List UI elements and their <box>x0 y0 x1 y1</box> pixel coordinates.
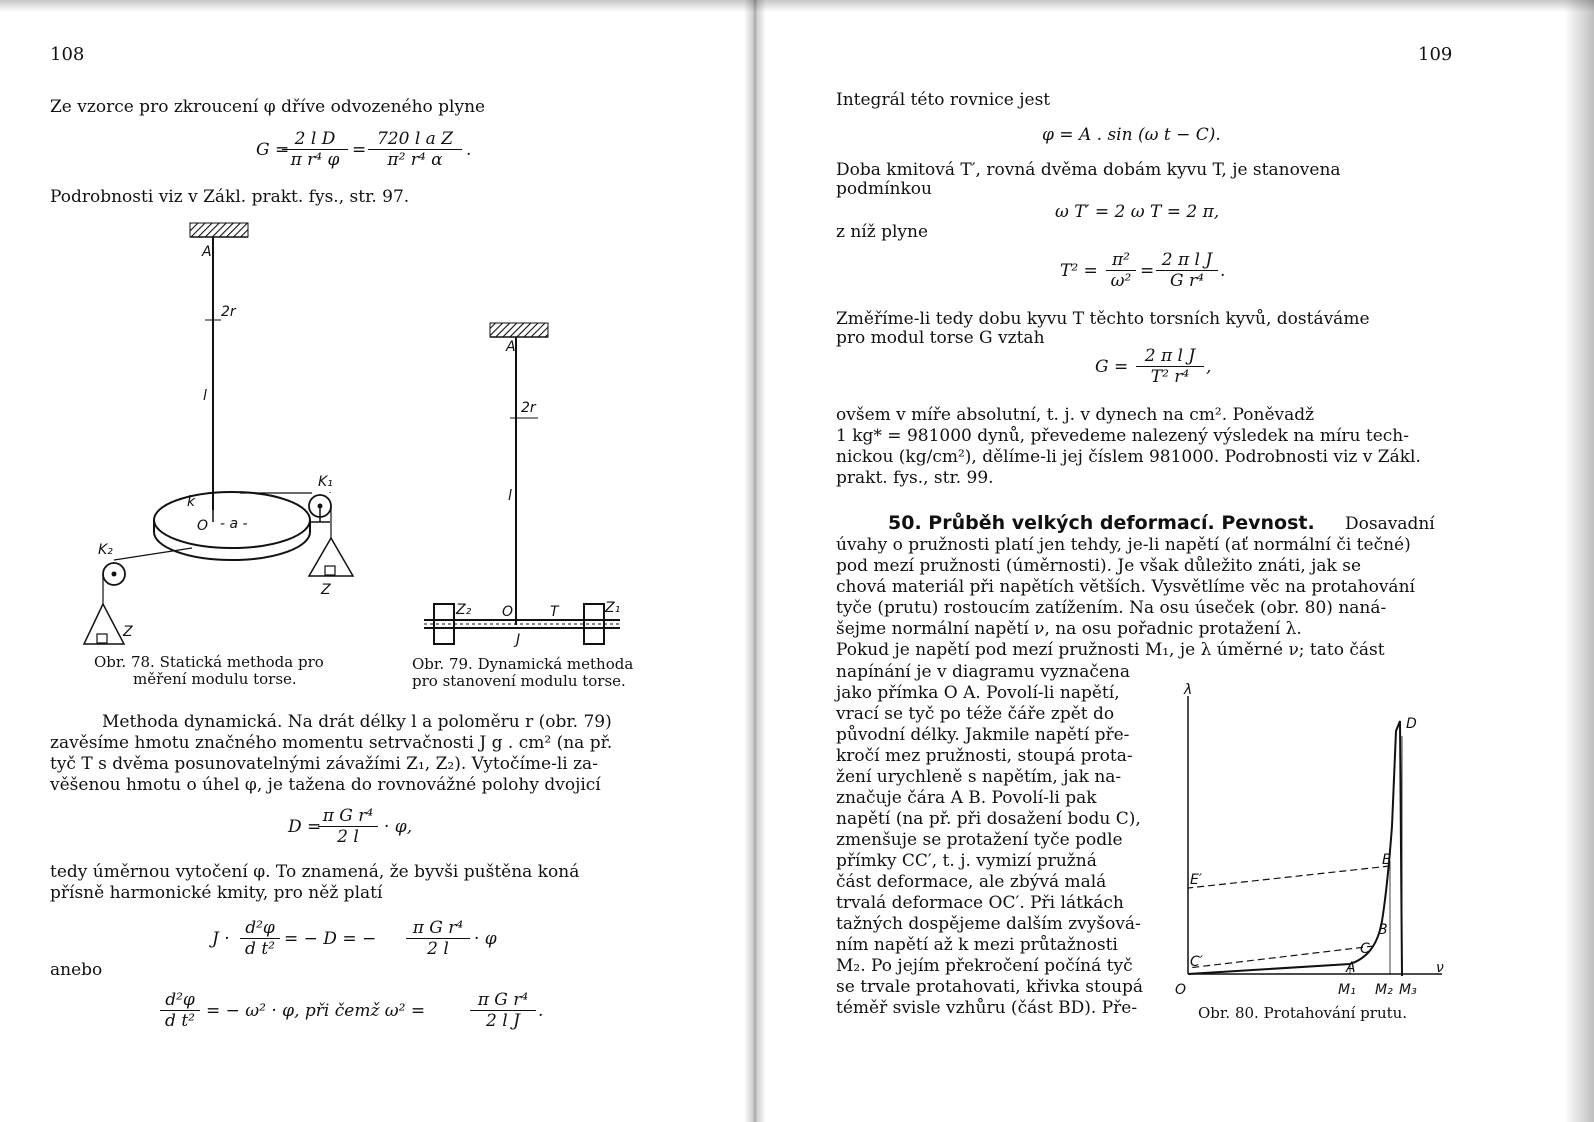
fraction <box>406 918 470 959</box>
eq-mid: = − D = − <box>284 929 377 949</box>
label-K2: K₂ <box>98 542 113 558</box>
paragraph-line: tedy úměrnou vytočení φ. To znamená, že byvši puštěna koná <box>50 862 580 882</box>
intro-line: Ze vzorce pro zkroucení φ dříve odvozeného plyne <box>50 97 486 117</box>
label-E: E <box>1382 852 1391 868</box>
label-B: B <box>1378 922 1388 938</box>
label-A: A <box>202 244 212 260</box>
eq-end: , <box>1206 357 1212 377</box>
label-M3: M₃ <box>1399 982 1417 998</box>
fraction <box>1156 250 1218 291</box>
label-M2: M₂ <box>1375 982 1393 998</box>
label-a: - a - <box>220 516 248 532</box>
paragraph-line: pro modul torse G vztah <box>836 328 1045 348</box>
fraction <box>282 129 348 170</box>
paragraph-line: šejme normální napětí ν, na osu pořadnic protažení λ. <box>836 619 1302 639</box>
paragraph-line: trvalá deformace OC′. Při látkách <box>836 893 1124 913</box>
page-number: 108 <box>50 44 85 65</box>
axis-label-nu: ν <box>1436 960 1444 976</box>
label-2r: 2r <box>221 304 236 320</box>
paragraph-line: 1 kg* = 981000 dynů, převedeme nalezený výsledek na míru tech- <box>836 426 1409 446</box>
paragraph-line: věšenou hmotu o úhel φ, je tažena do rovnovážné polohy dvojicí <box>50 775 601 795</box>
eq-end: . <box>1220 261 1226 281</box>
fraction <box>318 806 378 847</box>
eq-lhs: D = <box>288 817 322 837</box>
paragraph-line: ním napětí až k mezi průtažnosti <box>836 935 1118 955</box>
denominator: 2 l J <box>486 1011 520 1031</box>
label-M1: M₁ <box>1338 982 1356 998</box>
paragraph-line: tyče (prutu) rostoucím zatížením. Na osu úseček (obr. 80) naná- <box>836 598 1387 618</box>
fraction <box>240 918 280 959</box>
figure-78-caption: Obr. 78. Statická methoda pro <box>94 653 324 671</box>
label-Z2: Z₂ <box>456 602 472 618</box>
numerator: 720 l a Z <box>368 129 462 150</box>
paragraph-line: chová materiál při napětích větších. Vysvětlíme věc na protahování <box>836 577 1415 597</box>
paragraph-line: prakt. fys., str. 99. <box>836 468 994 488</box>
paragraph-line: Pokud je napětí pod mezí pružnosti M₁, je λ úměrné ν; tato část <box>836 640 1385 660</box>
eq-lhs: G = <box>256 140 290 160</box>
denominator: 2 l <box>427 939 449 959</box>
paragraph-line: přísně harmonické kmity, pro něž platí <box>50 883 383 903</box>
page-gutter <box>744 0 766 1122</box>
numerator: π G r⁴ <box>470 990 536 1011</box>
label-O: O <box>502 604 514 620</box>
label-A: A <box>1346 960 1356 976</box>
eq-lhs: G = <box>1095 357 1129 377</box>
anebo-word: anebo <box>50 960 103 980</box>
eq-end: . <box>538 1001 544 1021</box>
paragraph-line: tyč T s dvěma posunovatelnými závažími Z₁, Z₂). Vytočíme-li za- <box>50 754 598 774</box>
figure-80-caption: Obr. 80. Protahování prutu. <box>1198 1004 1408 1022</box>
paragraph-line: Integrál této rovnice jest <box>836 90 1051 110</box>
equation-phi: φ = A . sin (ω t − C). <box>1042 125 1221 145</box>
paragraph-line: napětí (na př. při dosažení bodu C), <box>836 809 1141 829</box>
figure-80 <box>1170 676 1450 1006</box>
section-heading: 50. Průběh velkých deformací. Pevnost. <box>888 512 1315 534</box>
paragraph-line: značuje čára A B. Povolí-li pak <box>836 788 1097 808</box>
numerator: π G r⁴ <box>318 806 378 827</box>
reference-line: Podrobnosti viz v Zákl. prakt. fys., str. 97. <box>50 187 410 207</box>
figure-79 <box>420 320 640 650</box>
weight-pan-left <box>84 604 124 644</box>
paragraph-line: část deformace, ale zbývá malá <box>836 872 1107 892</box>
denominator: T² r⁴ <box>1150 367 1190 387</box>
axis-label-lambda: λ <box>1184 682 1193 698</box>
label-C: C <box>1360 941 1370 957</box>
page-number: 109 <box>1418 44 1453 65</box>
paragraph-line: přímky CC′, t. j. vymizí pružná <box>836 851 1097 871</box>
denominator: ω² <box>1110 271 1132 291</box>
label-K1: K₁ <box>318 474 333 490</box>
denominator: 2 l <box>337 827 359 847</box>
label-O: O <box>1175 982 1187 998</box>
paragraph-line: z níž plyne <box>836 222 929 242</box>
label-D: D <box>1406 716 1417 732</box>
paragraph-line: Methoda dynamická. Na drát délky l a poloměru r (obr. 79) <box>102 712 612 732</box>
label-O: O <box>197 518 209 534</box>
paragraph-line: napínání je v diagramu vyznačena <box>836 662 1131 682</box>
equation-omega-T: ω T′ = 2 ω T = 2 π, <box>1055 202 1220 222</box>
numerator: d²φ <box>240 918 280 939</box>
denominator: d t² <box>165 1011 195 1031</box>
denominator: π² r⁴ α <box>387 150 443 170</box>
paragraph-line: tažných dospějeme dalším zvyšová- <box>836 914 1141 934</box>
figure-78 <box>80 220 370 650</box>
label-J: J <box>516 632 521 648</box>
paragraph-line: jako přímka O A. Povolí-li napětí, <box>836 683 1120 703</box>
label-Z1: Z₁ <box>605 600 621 616</box>
paragraph-line: téměř svisle vzhůru (část BD). Pře- <box>836 998 1138 1018</box>
figure-78-caption: měření modulu torse. <box>133 670 297 688</box>
numerator: 2 π l J <box>1136 346 1204 367</box>
paragraph-line: nickou (kg/cm²), dělíme-li jej číslem 981000. Podrobnosti viz v Zákl. <box>836 447 1421 467</box>
paragraph-line: Dosavadní <box>1345 514 1435 534</box>
ceiling-support <box>490 323 548 337</box>
paragraph-line: se trvale protahovati, křivka stoupá <box>836 977 1144 997</box>
paragraph-line: kročí mez pružnosti, stoupá prota- <box>836 746 1133 766</box>
stress-strain-curve <box>1188 721 1402 976</box>
eq-sign: = <box>1140 261 1155 281</box>
figure-79-caption: Obr. 79. Dynamická methoda <box>412 655 634 673</box>
numerator: π G r⁴ <box>406 918 470 939</box>
paragraph-line: zmenšuje se protažení tyče podle <box>836 830 1123 850</box>
denominator: d t² <box>245 939 275 959</box>
denominator: G r⁴ <box>1170 271 1204 291</box>
numerator: 2 l D <box>282 129 348 150</box>
eq-mid: = − ω² · φ, při čemž ω² = <box>206 1001 426 1021</box>
paragraph-line: Změříme-li tedy dobu kyvu T těchto torsních kyvů, dostáváme <box>836 309 1370 329</box>
fraction <box>368 129 462 170</box>
figure-79-caption: pro stanovení modulu torse. <box>412 672 626 690</box>
eq-rhs: · φ <box>474 929 497 949</box>
label-l: l <box>203 388 207 404</box>
paragraph-line: ovšem v míře absolutní, t. j. v dynech na cm². Poněvadž <box>836 405 1315 425</box>
numerator: 2 π l J <box>1156 250 1218 271</box>
paragraph-line: úvahy o pružnosti platí jen tehdy, je-li napětí (ať normální či tečné) <box>836 535 1411 555</box>
paragraph-line: původní délky. Jakmile napětí pře- <box>836 725 1130 745</box>
eq-lhs: T² = <box>1060 261 1098 281</box>
page-edge-shadow <box>1564 0 1594 1122</box>
eq-lhs: J · <box>212 929 230 949</box>
denominator: π r⁴ φ <box>290 150 340 170</box>
label-A: A <box>506 339 516 355</box>
fraction <box>160 990 200 1031</box>
paragraph-line: Doba kmitová T′, rovná dvěma dobám kyvu T, je stanovena <box>836 160 1341 180</box>
label-T: T <box>550 604 559 620</box>
paragraph-line: M₂. Po jejím překročení počíná tyč <box>836 956 1133 976</box>
label-Z: Z <box>321 582 331 598</box>
paragraph-line: vrací se tyč po téže čáře zpět do <box>836 704 1115 724</box>
paragraph-line: pod mezí pružnosti (úměrnosti). Je však důležito znáti, jak se <box>836 556 1362 576</box>
label-Z: Z <box>123 624 133 640</box>
eq-rhs: · φ, <box>384 817 413 837</box>
unloading-line-EE <box>1188 866 1390 888</box>
fraction <box>1106 250 1136 291</box>
label-k: k <box>187 494 196 510</box>
paragraph-line: zavěsíme hmotu značného momentu setrvačnosti J g . cm² (na př. <box>50 733 613 753</box>
numerator: π² <box>1106 250 1136 271</box>
eq-end: . <box>466 140 472 160</box>
label-E-prime: E′ <box>1190 872 1203 888</box>
fraction <box>470 990 536 1031</box>
label-2r: 2r <box>521 400 536 416</box>
paragraph-line: podmínkou <box>836 179 932 199</box>
paragraph-line: žení urychleně s napětím, jak na- <box>836 767 1122 787</box>
label-l: l <box>508 488 512 504</box>
ceiling-support <box>190 223 248 237</box>
fraction <box>1136 346 1204 387</box>
numerator: d²φ <box>160 990 200 1011</box>
eq-sign: = <box>352 140 367 160</box>
weight-pan-right <box>309 538 353 576</box>
label-C-prime: C′ <box>1190 954 1203 970</box>
page-top-shadow <box>0 0 1594 12</box>
